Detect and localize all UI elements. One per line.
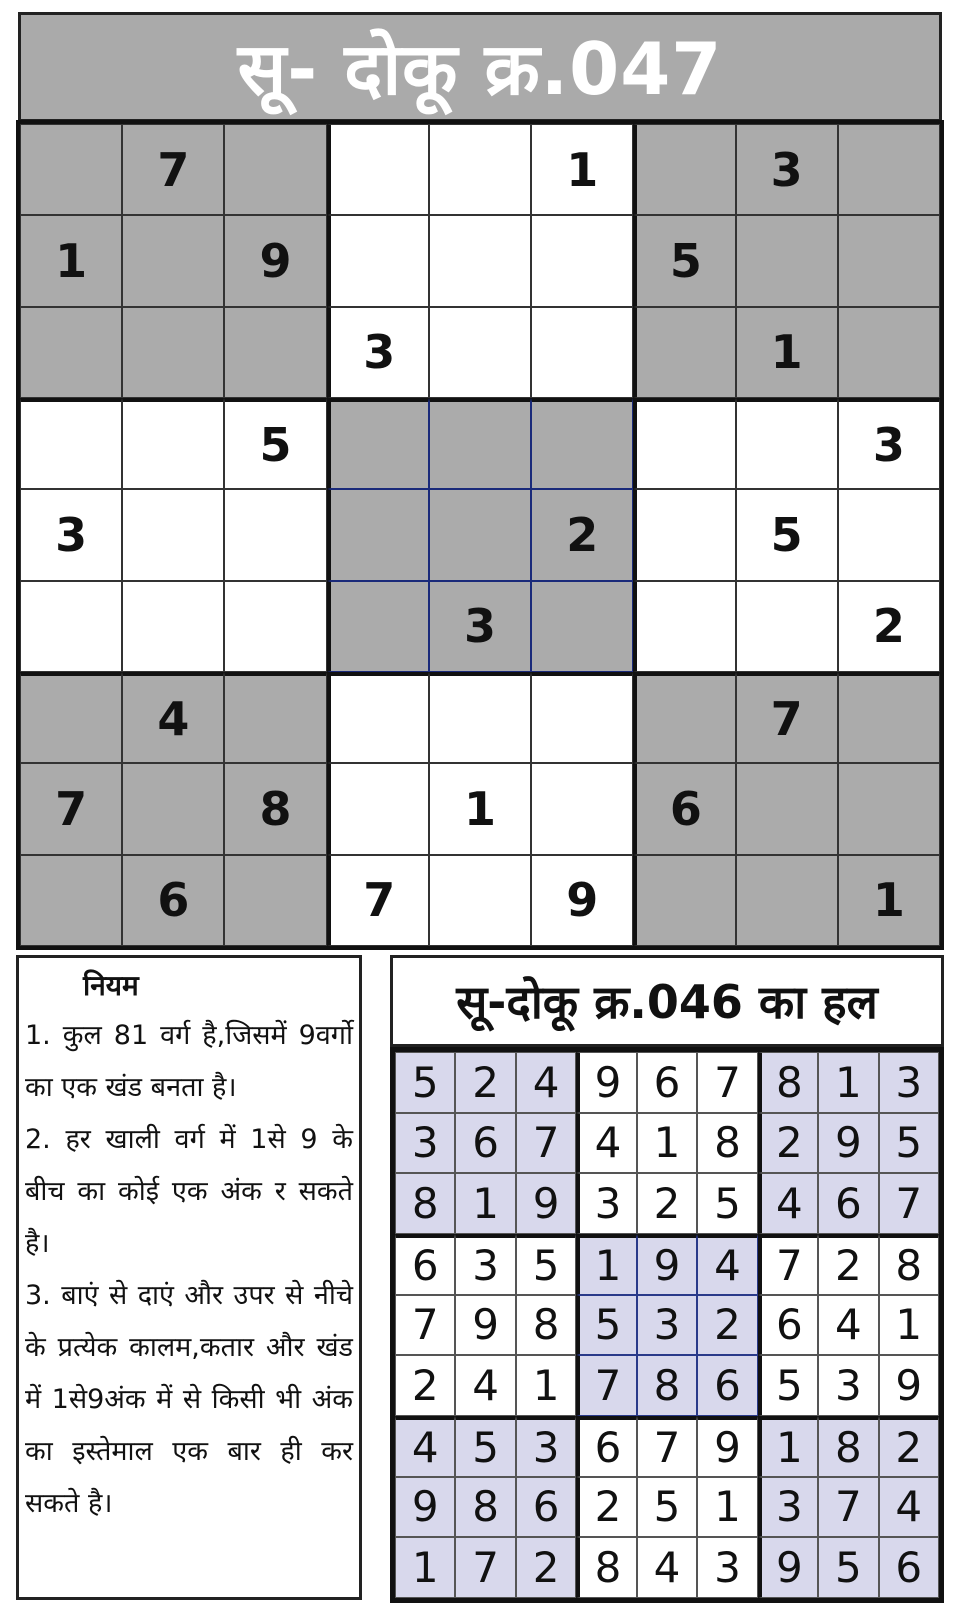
puzzle-cell-r1-c9[interactable] — [838, 124, 940, 215]
puzzle-cell-r4-c8[interactable] — [736, 398, 838, 489]
solution-cell-r2-c2: 6 — [455, 1113, 515, 1174]
solution-cell-r2-c6: 8 — [697, 1113, 757, 1174]
solution-cell-r1-c5: 6 — [637, 1052, 697, 1113]
puzzle-cell-r1-c3[interactable] — [224, 124, 326, 215]
puzzle-cell-r7-c7[interactable] — [633, 672, 735, 763]
solution-cell-r7-c1: 4 — [395, 1416, 455, 1477]
solution-cell-r8-c9: 4 — [879, 1477, 939, 1538]
puzzle-cell-r6-c1[interactable] — [20, 581, 122, 672]
solution-cell-r4-c9: 8 — [879, 1234, 939, 1295]
puzzle-cell-r3-c2[interactable] — [122, 307, 224, 398]
puzzle-cell-r7-c3[interactable] — [224, 672, 326, 763]
puzzle-cell-r2-c9[interactable] — [838, 215, 940, 306]
rule-item: 3. बाएं से दाएं और उपर से नीचे के प्रत्येक कालम,कतार और खंड में 1से9अंक में से किसी भी अंक का इस्तेमाल एक बार ही कर सकते है। — [25, 1280, 353, 1519]
solution-cell-r4-c2: 3 — [455, 1234, 515, 1295]
solution-cell-r6-c5: 8 — [637, 1355, 697, 1416]
solution-cell-r7-c7: 1 — [758, 1416, 818, 1477]
puzzle-cell-r9-c5[interactable] — [429, 855, 531, 946]
puzzle-cell-r9-c9: 1 — [838, 855, 940, 946]
puzzle-cell-r4-c7[interactable] — [633, 398, 735, 489]
solution-cell-r4-c8: 2 — [818, 1234, 878, 1295]
rule-item: 1. कुल 81 वर्ग है,जिसमें 9वर्गो का एक खंड बनता है। — [25, 1020, 353, 1103]
solution-cell-r5-c7: 6 — [758, 1295, 818, 1356]
puzzle-cell-r5-c5[interactable] — [429, 489, 531, 580]
puzzle-cell-r8-c4[interactable] — [327, 763, 429, 854]
puzzle-cell-r3-c9[interactable] — [838, 307, 940, 398]
solution-cell-r7-c9: 2 — [879, 1416, 939, 1477]
solution-cell-r7-c6: 9 — [697, 1416, 757, 1477]
puzzle-cell-r6-c9: 2 — [838, 581, 940, 672]
solution-cell-r6-c8: 3 — [818, 1355, 878, 1416]
puzzle-cell-r4-c2[interactable] — [122, 398, 224, 489]
puzzle-cell-r6-c3[interactable] — [224, 581, 326, 672]
solution-cell-r4-c4: 1 — [576, 1234, 636, 1295]
puzzle-cell-r8-c7: 6 — [633, 763, 735, 854]
puzzle-cell-r9-c2: 6 — [122, 855, 224, 946]
rule-item: 2. हर खाली वर्ग में 1से 9 के बीच का कोई एक अंक र सकते है। — [25, 1124, 353, 1259]
solution-cell-r3-c9: 7 — [879, 1173, 939, 1234]
puzzle-cell-r1-c5[interactable] — [429, 124, 531, 215]
puzzle-cell-r7-c9[interactable] — [838, 672, 940, 763]
sudoku-solution-grid — [390, 1047, 944, 1603]
puzzle-cell-r4-c9: 3 — [838, 398, 940, 489]
solution-cell-r9-c6: 3 — [697, 1537, 757, 1598]
solution-cell-r6-c1: 2 — [395, 1355, 455, 1416]
puzzle-cell-r2-c4[interactable] — [327, 215, 429, 306]
solution-cell-r9-c4: 8 — [576, 1537, 636, 1598]
puzzle-cell-r5-c9[interactable] — [838, 489, 940, 580]
solution-cell-r5-c4: 5 — [576, 1295, 636, 1356]
solution-cell-r2-c8: 9 — [818, 1113, 878, 1174]
solution-cell-r7-c4: 6 — [576, 1416, 636, 1477]
puzzle-cell-r5-c4[interactable] — [327, 489, 429, 580]
solution-cell-r2-c3: 7 — [516, 1113, 576, 1174]
solution-cell-r5-c5: 3 — [637, 1295, 697, 1356]
solution-cell-r2-c4: 4 — [576, 1113, 636, 1174]
solution-cell-r3-c4: 3 — [576, 1173, 636, 1234]
puzzle-cell-r7-c8: 7 — [736, 672, 838, 763]
puzzle-cell-r6-c8[interactable] — [736, 581, 838, 672]
puzzle-cell-r9-c4: 7 — [327, 855, 429, 946]
solution-cell-r6-c6: 6 — [697, 1355, 757, 1416]
solution-cell-r7-c2: 5 — [455, 1416, 515, 1477]
solution-cell-r6-c2: 4 — [455, 1355, 515, 1416]
puzzle-cell-r2-c3: 9 — [224, 215, 326, 306]
puzzle-cell-r4-c5[interactable] — [429, 398, 531, 489]
puzzle-cell-r3-c8: 1 — [736, 307, 838, 398]
solution-cell-r5-c1: 7 — [395, 1295, 455, 1356]
solution-cell-r1-c3: 4 — [516, 1052, 576, 1113]
solution-cell-r8-c2: 8 — [455, 1477, 515, 1538]
puzzle-cell-r5-c3[interactable] — [224, 489, 326, 580]
puzzle-cell-r9-c1[interactable] — [20, 855, 122, 946]
puzzle-cell-r2-c6[interactable] — [531, 215, 633, 306]
solution-cell-r4-c3: 5 — [516, 1234, 576, 1295]
solution-cell-r8-c5: 5 — [637, 1477, 697, 1538]
puzzle-cell-r9-c6: 9 — [531, 855, 633, 946]
solution-cell-r8-c7: 3 — [758, 1477, 818, 1538]
solution-cell-r8-c3: 6 — [516, 1477, 576, 1538]
solution-cell-r8-c1: 9 — [395, 1477, 455, 1538]
puzzle-cell-r1-c6: 1 — [531, 124, 633, 215]
solution-cell-r9-c5: 4 — [637, 1537, 697, 1598]
puzzle-cell-r5-c6: 2 — [531, 489, 633, 580]
puzzle-cell-r8-c5: 1 — [429, 763, 531, 854]
solution-cell-r9-c7: 9 — [758, 1537, 818, 1598]
solution-cell-r2-c1: 3 — [395, 1113, 455, 1174]
solution-cell-r7-c8: 8 — [818, 1416, 878, 1477]
puzzle-cell-r6-c5: 3 — [429, 581, 531, 672]
solution-cell-r9-c3: 2 — [516, 1537, 576, 1598]
solution-cell-r1-c4: 9 — [576, 1052, 636, 1113]
puzzle-cell-r8-c9[interactable] — [838, 763, 940, 854]
puzzle-cell-r5-c7[interactable] — [633, 489, 735, 580]
solution-cell-r3-c8: 6 — [818, 1173, 878, 1234]
solution-cell-r5-c6: 2 — [697, 1295, 757, 1356]
solution-cell-r3-c6: 5 — [697, 1173, 757, 1234]
solution-title: सू-दोकू क्र.046 का हल — [456, 975, 878, 1029]
puzzle-cell-r6-c4[interactable] — [327, 581, 429, 672]
puzzle-cell-r8-c1: 7 — [20, 763, 122, 854]
puzzle-cell-r8-c2[interactable] — [122, 763, 224, 854]
puzzle-cell-r9-c8[interactable] — [736, 855, 838, 946]
solution-cell-r9-c1: 1 — [395, 1537, 455, 1598]
puzzle-cell-r5-c2[interactable] — [122, 489, 224, 580]
solution-cell-r3-c5: 2 — [637, 1173, 697, 1234]
puzzle-cell-r5-c8: 5 — [736, 489, 838, 580]
puzzle-cell-r1-c2: 7 — [122, 124, 224, 215]
puzzle-cell-r6-c6[interactable] — [531, 581, 633, 672]
solution-cell-r3-c1: 8 — [395, 1173, 455, 1234]
solution-cell-r5-c2: 9 — [455, 1295, 515, 1356]
solution-cell-r8-c8: 7 — [818, 1477, 878, 1538]
puzzle-cell-r6-c7[interactable] — [633, 581, 735, 672]
solution-cell-r3-c7: 4 — [758, 1173, 818, 1234]
puzzle-cell-r7-c4[interactable] — [327, 672, 429, 763]
rules-heading: नियम — [83, 969, 139, 1002]
solution-cell-r7-c3: 3 — [516, 1416, 576, 1477]
solution-cell-r4-c7: 7 — [758, 1234, 818, 1295]
puzzle-cell-r8-c3: 8 — [224, 763, 326, 854]
solution-cell-r1-c8: 1 — [818, 1052, 878, 1113]
puzzle-cell-r2-c2[interactable] — [122, 215, 224, 306]
puzzle-cell-r8-c8[interactable] — [736, 763, 838, 854]
solution-cell-r5-c9: 1 — [879, 1295, 939, 1356]
puzzle-cell-r2-c7: 5 — [633, 215, 735, 306]
solution-cell-r5-c8: 4 — [818, 1295, 878, 1356]
puzzle-cell-r9-c3[interactable] — [224, 855, 326, 946]
puzzle-cell-r4-c6[interactable] — [531, 398, 633, 489]
solution-cell-r7-c5: 7 — [637, 1416, 697, 1477]
sudoku-puzzle-grid — [16, 120, 944, 950]
puzzle-cell-r1-c1[interactable] — [20, 124, 122, 215]
solution-cell-r9-c8: 5 — [818, 1537, 878, 1598]
puzzle-cell-r2-c8[interactable] — [736, 215, 838, 306]
solution-cell-r4-c6: 4 — [697, 1234, 757, 1295]
puzzle-cell-r2-c1: 1 — [20, 215, 122, 306]
puzzle-cell-r4-c1[interactable] — [20, 398, 122, 489]
solution-cell-r1-c2: 2 — [455, 1052, 515, 1113]
puzzle-cell-r3-c3[interactable] — [224, 307, 326, 398]
puzzle-cell-r8-c6[interactable] — [531, 763, 633, 854]
puzzle-cell-r3-c4: 3 — [327, 307, 429, 398]
solution-cell-r6-c7: 5 — [758, 1355, 818, 1416]
solution-cell-r2-c5: 1 — [637, 1113, 697, 1174]
puzzle-cell-r7-c1[interactable] — [20, 672, 122, 763]
puzzle-cell-r3-c1[interactable] — [20, 307, 122, 398]
solution-cell-r3-c3: 9 — [516, 1173, 576, 1234]
puzzle-cell-r5-c1: 3 — [20, 489, 122, 580]
puzzle-cell-r3-c5[interactable] — [429, 307, 531, 398]
puzzle-cell-r7-c2: 4 — [122, 672, 224, 763]
page-title: सू- दोकू क्र.047 — [237, 27, 723, 111]
puzzle-cell-r2-c5[interactable] — [429, 215, 531, 306]
puzzle-cell-r7-c5[interactable] — [429, 672, 531, 763]
puzzle-cell-r1-c8: 3 — [736, 124, 838, 215]
solution-cell-r1-c9: 3 — [879, 1052, 939, 1113]
solution-title-box — [390, 955, 944, 1047]
solution-cell-r6-c3: 1 — [516, 1355, 576, 1416]
puzzle-cell-r1-c7[interactable] — [633, 124, 735, 215]
solution-cell-r1-c7: 8 — [758, 1052, 818, 1113]
solution-cell-r1-c6: 7 — [697, 1052, 757, 1113]
puzzle-cell-r7-c6[interactable] — [531, 672, 633, 763]
title-banner — [18, 12, 942, 122]
puzzle-cell-r6-c2[interactable] — [122, 581, 224, 672]
puzzle-cell-r4-c4[interactable] — [327, 398, 429, 489]
solution-cell-r4-c5: 9 — [637, 1234, 697, 1295]
solution-cell-r3-c2: 1 — [455, 1173, 515, 1234]
puzzle-cell-r4-c3: 5 — [224, 398, 326, 489]
solution-cell-r4-c1: 6 — [395, 1234, 455, 1295]
puzzle-cell-r3-c6[interactable] — [531, 307, 633, 398]
puzzle-cell-r3-c7[interactable] — [633, 307, 735, 398]
solution-cell-r6-c9: 9 — [879, 1355, 939, 1416]
solution-cell-r6-c4: 7 — [576, 1355, 636, 1416]
solution-cell-r1-c1: 5 — [395, 1052, 455, 1113]
solution-cell-r8-c4: 2 — [576, 1477, 636, 1538]
puzzle-cell-r9-c7[interactable] — [633, 855, 735, 946]
rules-box — [16, 955, 362, 1600]
solution-cell-r2-c9: 5 — [879, 1113, 939, 1174]
solution-cell-r2-c7: 2 — [758, 1113, 818, 1174]
solution-cell-r9-c2: 7 — [455, 1537, 515, 1598]
solution-cell-r8-c6: 1 — [697, 1477, 757, 1538]
solution-cell-r5-c3: 8 — [516, 1295, 576, 1356]
solution-cell-r9-c9: 6 — [879, 1537, 939, 1598]
puzzle-cell-r1-c4[interactable] — [327, 124, 429, 215]
